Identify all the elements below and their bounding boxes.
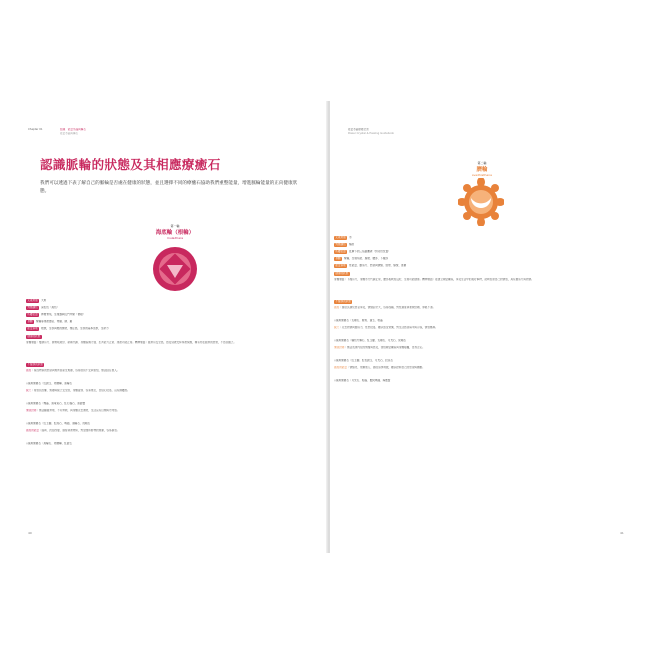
right-header-sub: Power Crystal & Healing Guidebook xyxy=(348,132,395,135)
healthy-tag: 健康的狀態 xyxy=(27,335,41,339)
category-value: 腎臟等排泄器官、骨骼、腿、腳 xyxy=(35,320,73,324)
info-row xyxy=(26,320,324,324)
left-header-title: 認識 能量水晶與礦石 xyxy=(60,128,86,131)
info-row xyxy=(334,250,630,254)
info-row xyxy=(26,306,324,310)
category-tag: 能量質地 xyxy=(335,264,346,268)
unhealthy-condition-text: 過度的能量｜固執、抗拒改變、過度執著物質，對金錢和財物的焦慮，容易暴怒。 xyxy=(26,429,120,432)
category-value: 腎臟、生殖系統、膀胱、腰部、下腹部 xyxy=(343,257,389,261)
healing-stones-line: ◇適用療癒石｜紅玉髓、紅紋石、瑪瑙、黑曜石、虎眼石 xyxy=(26,422,91,425)
category-tag: 元素象徵 xyxy=(335,236,346,240)
chakra-latin: muladhara xyxy=(166,236,184,240)
page-title: 認識脈輪的狀態及其相應療癒石 xyxy=(40,157,221,172)
chapter-label: Chapter 01 xyxy=(28,128,43,131)
category-tag: 身體 xyxy=(27,320,33,324)
category-tag: 能量質地 xyxy=(27,327,38,331)
root-chakra-icon xyxy=(152,245,198,293)
healing-stones-line: ◇適用療癒石｜紅玉髓、紅色碧玉、月光石、拉長石 xyxy=(334,359,394,362)
chakra-1-heading xyxy=(22,224,328,240)
left-header-sub: 能量水晶與礦石 xyxy=(60,132,79,135)
chakra-name: 海底輪（根輪） xyxy=(155,230,195,236)
category-value: 深紅色（黑色） xyxy=(41,306,60,310)
chakra-name: 臍輪 xyxy=(476,167,488,173)
healing-stones-line: ◇適用療癒石｜黑曜石、赤鐵礦、紅碧玉 xyxy=(26,442,73,445)
category-value: 根源，生存與根的連結，穩定感，生存的基本需求，生命力 xyxy=(41,327,109,331)
unhealthy-condition-text: 過度｜易因物質的慾望與現實而產生焦慮，容易感到不安與害怕，無法信任他人。 xyxy=(26,369,120,372)
chakra-2-heading xyxy=(330,161,634,177)
info-row xyxy=(26,299,324,303)
right-header-title: 能量水晶療癒全書 xyxy=(348,128,369,131)
category-value: 性能量、創造力、慾望與情緒、感覺、愉悅、喜樂 xyxy=(349,264,407,268)
info-row xyxy=(26,327,324,331)
unhealthy-heading xyxy=(334,300,630,304)
category-tag: 元素象徵 xyxy=(27,299,38,303)
category-value: 大地 xyxy=(41,299,47,303)
category-value: 肚臍下的三指距離處（約丹田位置） xyxy=(349,250,391,254)
sacral-chakra-icon xyxy=(458,178,504,226)
info-row xyxy=(334,264,630,268)
info-row xyxy=(334,243,630,247)
chakra-number: 第二輪 xyxy=(477,161,487,165)
intro-paragraph: 我們可以透過下表了解自己的脈輪是否處在健康的狀態，並且選擇不同的療癒石協助我們重整能量，增進脈輪能量的正向健康狀態。 xyxy=(40,181,298,194)
unhealthy-condition-text: 過度的能量｜情緒化、依賴他人、過度追求刺激，難以控制自己的慾望與衝動。 xyxy=(334,366,425,369)
page-number-left: 40 xyxy=(28,531,32,535)
info-row xyxy=(334,236,630,240)
info-row xyxy=(334,257,630,261)
right-page xyxy=(330,101,634,553)
unhealthy-condition-text: 遭到封閉｜無法表達內在的情緒與感受，害怕親密關係與身體接觸，自我否定。 xyxy=(334,346,425,349)
unhealthy-condition-text: 缺乏｜失去熱情與創造力，性慾低落，難以感受快樂，對生活感到麻木與冷漠，情感壓抑。 xyxy=(334,326,438,329)
unhealthy-heading xyxy=(26,363,324,367)
category-tag: 對應顏色 xyxy=(27,306,38,310)
category-tag: 對應顏色 xyxy=(335,243,346,247)
category-value: 脊椎骨尾，生殖器與肛門中間（會陰） xyxy=(41,313,86,317)
healing-stones-line: ◇適用療癒石｜橘色方解石、紅玉髓、太陽石、月光石、虎眼石 xyxy=(334,339,407,342)
left-page xyxy=(22,101,328,553)
unhealthy-tag: 不健康的狀態 xyxy=(335,300,351,304)
healthy-heading xyxy=(334,272,630,276)
unhealthy-condition-text: 過度｜過度沉溺於感官享受，情緒起伏大，容易成癮，對性過度執著或依賴，界限不清。 xyxy=(334,306,436,309)
healthy-text: 身體層面｜雙腿有力、腸胃吸收好、新陳代謝、身體協調力強、生育能力正常、排泄功能正常。精神層面｜踏實有安全感，感受到被支持和被保護，擁有內在踏實的感覺，不感到匱乏。 xyxy=(26,341,237,344)
category-tag: 所屬位置 xyxy=(27,313,38,317)
healing-stones-line: ◇適用療癒石｜紅碧玉、赤鐵礦、黑曜石 xyxy=(26,382,73,385)
chakra-number: 第一輪 xyxy=(170,224,180,228)
chakra-latin: svadhisthana xyxy=(471,173,493,177)
info-row xyxy=(26,313,324,317)
unhealthy-condition-text: 遭到封閉｜無法腳踏實地、不切實際，與身體失去連結，生活沒有目標與方向感。 xyxy=(26,409,120,412)
category-tag: 所屬位置 xyxy=(335,250,346,254)
healthy-tag: 健康的狀態 xyxy=(335,272,349,276)
healing-stones-line: ◇適用療癒石｜煙晶、黑電氣石、紅石榴石、黑碧璽 xyxy=(26,402,86,405)
category-value: 橘色 xyxy=(349,243,355,247)
unhealthy-condition-text: 缺乏｜常感到恐懼、焦慮與缺乏安全感，身體虛弱、容易倦怠，自信心低落，沒有歸屬感。 xyxy=(26,389,130,392)
healthy-text: 身體層面｜下腹有力，身體水分代謝正常，腰部柔軟度良好，生殖功能健康。精神層面｜能建立親密關係，享受生活中的美好事物，能夠表達自己的情感，具有創造力與熱情。 xyxy=(334,278,534,281)
page-number-right: 41 xyxy=(620,531,624,535)
category-tag: 身體 xyxy=(335,257,341,261)
category-value: 水 xyxy=(349,236,352,240)
unhealthy-tag: 不健康的狀態 xyxy=(27,363,43,367)
healing-stones-line: ◇適用療癒石｜月光石、粉晶、藍紋瑪瑙、海藍寶 xyxy=(334,379,391,382)
healing-stones-line: ◇適用療癒石｜太陽石、琥珀、黃玉、粉晶 xyxy=(334,319,383,322)
healthy-heading xyxy=(26,335,324,339)
